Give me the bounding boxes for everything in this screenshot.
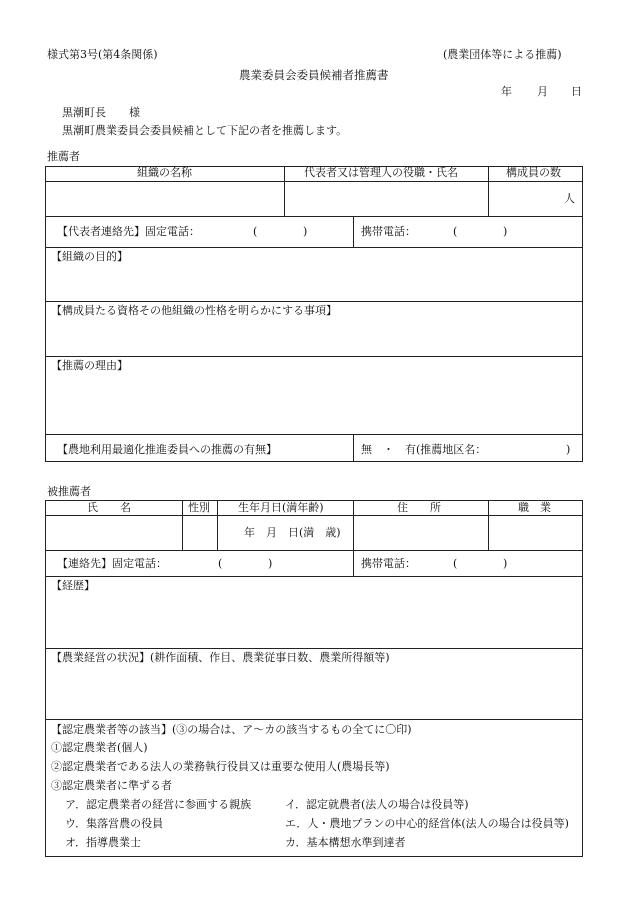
nominee-mobile-label: 携帯電話： [361,557,416,570]
birthdate-format: 年 月 日(満 歳) [244,526,341,539]
form-type: (農業団体等による推薦) [443,48,562,61]
farming-status-label: 【農業経営の状況】(耕作面積、作目、農業従事日数、農業所得額等) [51,651,390,664]
nominee-contact-paren-close: ) [268,557,273,570]
representative-header: 代表者又は管理人の役職・氏名 [304,166,458,179]
divider [353,216,354,247]
address-header: 住 所 [397,501,441,514]
divider [45,356,583,357]
committee-recommendation-label: 【農地利用最適化推進委員への推薦の有無】 [57,443,277,456]
nominee-mobile-paren-close: ) [503,557,508,570]
divider [488,500,489,550]
org-purpose-label: 【組織の目的】 [51,250,128,263]
name-header: 氏 名 [87,501,131,514]
nominee-contact-paren-open: ( [218,557,223,570]
sub-item-a: ア．認定農業者の経営に参画する親族 [65,798,252,811]
sub-item-i: イ．認定就農者(法人の場合は役員等) [285,798,469,811]
gender-header: 性別 [188,501,210,514]
sub-item-e: エ．人・農地プランの中心的経営体(法人の場合は役員等) [285,817,569,830]
sub-item-u: ウ．集落営農の役員 [65,817,164,830]
sub-item-ka: カ．基本構想水準到達者 [285,836,406,849]
nominee-contact-label: 【連絡先】固定電話： [57,557,167,570]
members-unit: 人 [564,192,575,205]
divider [45,550,583,551]
divider [182,500,183,550]
divider [488,166,489,216]
birthdate-header: 生年月日(満年齢) [238,501,324,514]
divider [284,166,285,216]
divider [45,576,583,577]
divider [45,719,583,720]
form-number: 様式第3号(第4条関係) [47,48,158,61]
org-name-header: 組織の名称 [137,166,192,179]
rep-mobile-paren-open: ( [453,225,458,238]
member-qualification-label: 【構成員たる資格その他組織の性格を明らかにする事項】 [51,304,337,317]
nominee-section-label: 被推薦者 [47,485,91,498]
certified-farmer-label: 【認定農業者等の該当】(③の場合は、ア～カの該当するもの全てに〇印) [51,723,412,736]
recommender-section-label: 推薦者 [47,150,80,163]
divider [45,648,583,649]
rep-contact-paren-close: ) [303,225,308,238]
certified-item: ②認定農業者である法人の業務執行役員又は重要な使用人(農場長等) [51,760,390,773]
divider [45,216,583,217]
committee-options: 無 ・ 有(推薦地区名： [361,443,487,456]
certified-item: ③認定農業者に準ずる者 [51,779,172,792]
rep-mobile-paren-close: ) [503,225,508,238]
divider [45,434,583,435]
date-month: 月 [537,85,548,98]
members-count-header: 構成員の数 [506,166,561,179]
divider [353,434,354,462]
certified-item: ①認定農業者(個人) [51,741,148,754]
divider [45,181,583,182]
rep-contact-label: 【代表者連絡先】固定電話： [57,225,200,238]
divider [45,301,583,302]
nominee-mobile-paren-open: ( [453,557,458,570]
addressee: 黒潮町長 [62,106,106,119]
divider [353,500,354,576]
committee-paren-close: ) [566,443,571,456]
recommendation-statement: 黒潮町農業委員会委員候補として下記の者を推薦します。 [62,124,348,137]
divider [217,500,218,550]
occupation-header: 職 業 [518,501,551,514]
career-label: 【経歴】 [51,579,95,592]
divider [45,515,583,516]
rep-mobile-label: 携帯電話： [361,225,416,238]
divider [45,247,583,248]
date-day: 日 [571,85,582,98]
document-title: 農業委員会委員候補者推薦書 [239,68,389,82]
sub-item-o: オ．指導農業士 [65,836,142,849]
rep-contact-paren-open: ( [253,225,258,238]
recommendation-reason-label: 【推薦の理由】 [51,359,128,372]
honorific: 様 [129,106,140,119]
date-year: 年 [501,85,512,98]
